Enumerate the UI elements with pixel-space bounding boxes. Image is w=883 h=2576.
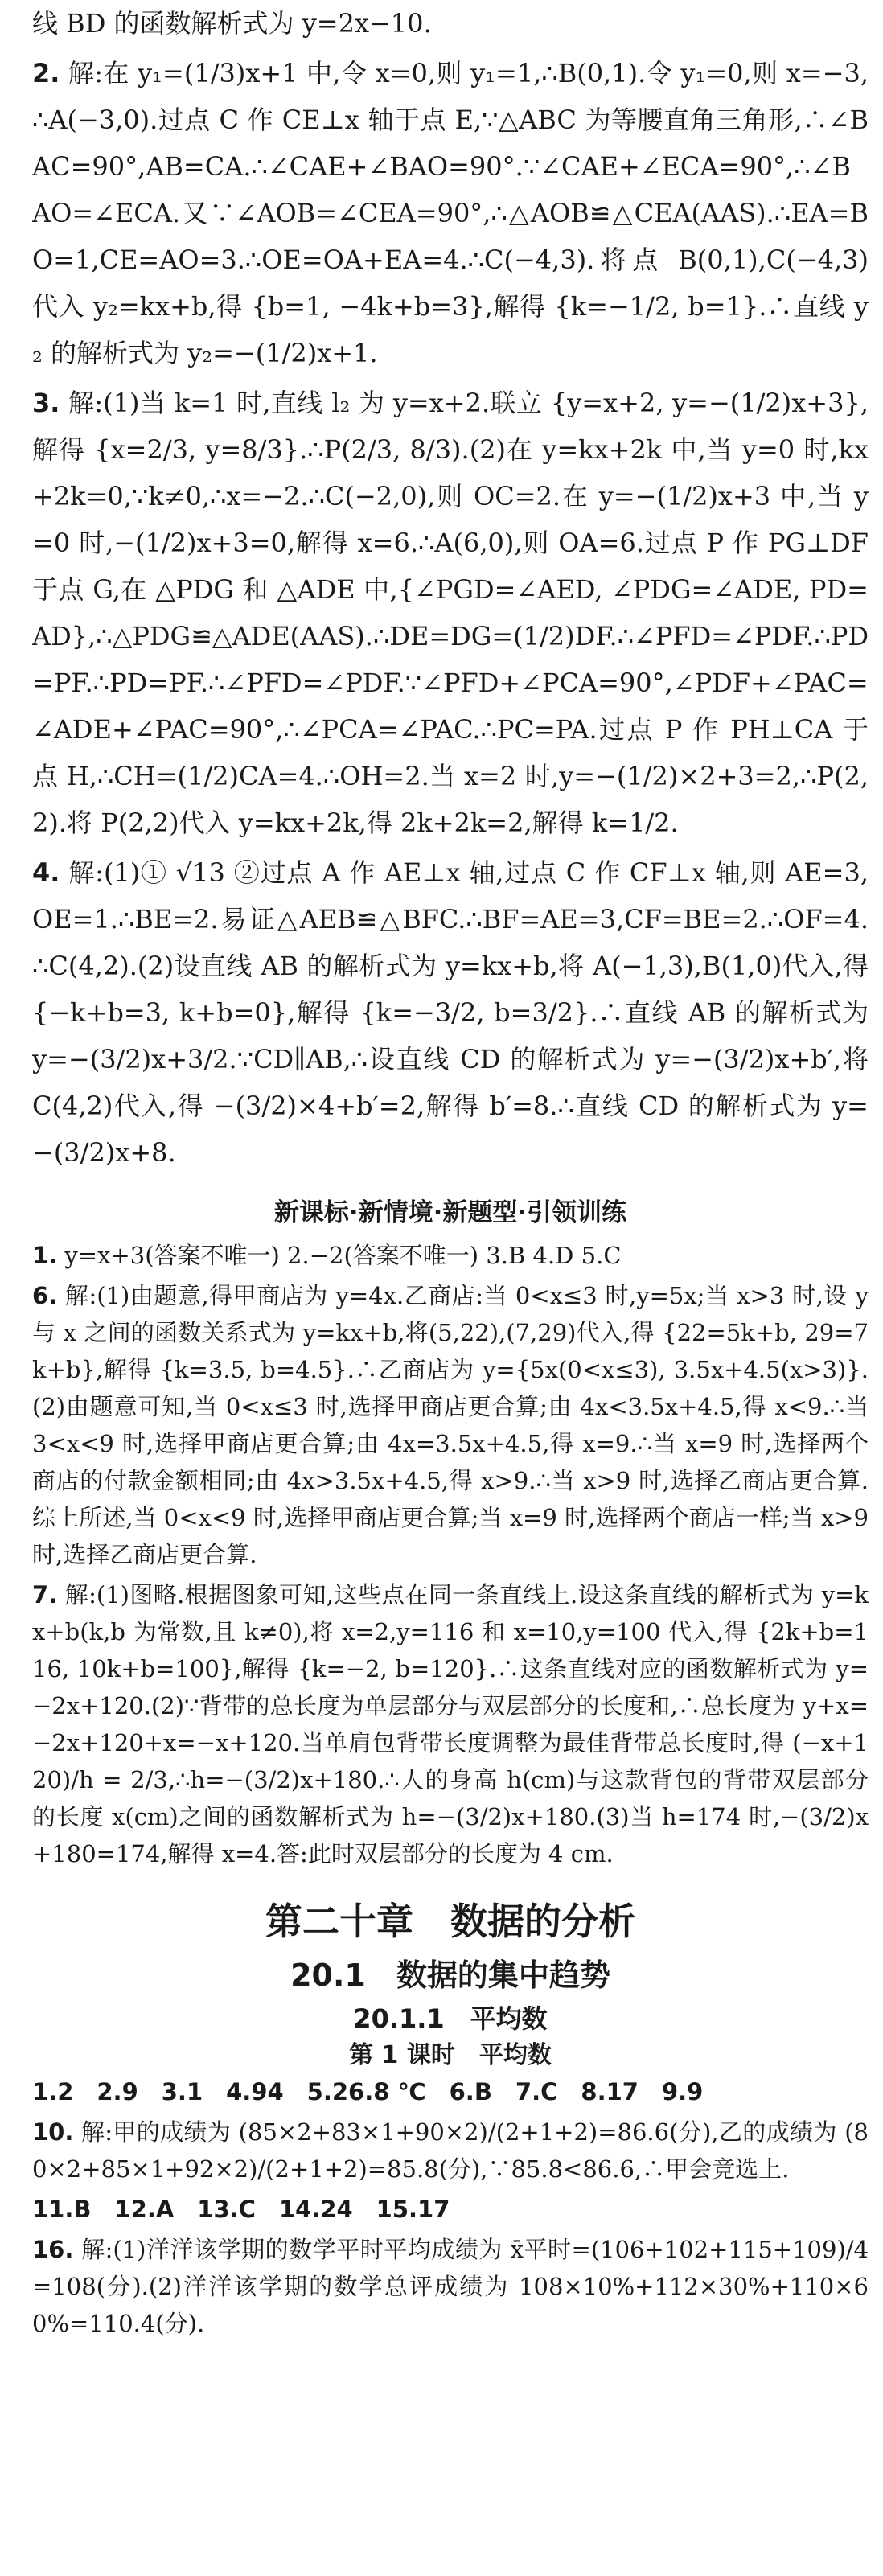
item-text: 解:在 y₁=(1/3)x+1 中,令 x=0,则 y₁=1,∴B(0,1).令 y₁=0,则 x=−3,∴A(−3,0).过点 C 作 CE⊥x 轴于点 E,∵△ABC 为等腰直角三角形,∴∠BAC=90°,AB=CA.∴∠CAE+∠BAO=90°.∵∠CAE+∠ECA=90°,∴∠BAO=∠ECA.又∵∠AOB=∠CEA=90°,∴△AOB≌△CEA(AAS).∴EA=BO=1,CE=AO=3.∴OE=OA+EA=4.∴C(−4,3).将点 B(0,1),C(−4,3)代入 y₂=kx+b,得 {b=1, −4k+b=3},解得 {k=−1/2, b=1}.∴直线 y₂ 的解析式为 y₂=−(1/2)x+1. (32, 58, 869, 368)
answer-item-6 (32, 1277, 869, 1573)
item-text: 解:(1)① √13 ②过点 A 作 AE⊥x 轴,过点 C 作 CF⊥x 轴,则 AE=3,OE=1.∴BE=2.易证△AEB≌△BFC.∴BF=AE=3,CF=BE=2.∴OF=4.∴C(4,2).(2)设直线 AB 的解析式为 y=kx+b,将 A(−1,3),B(1,0)代入,得 {−k+b=3, k+b=0},解得 {k=−3/2, b=3/2}.∴直线 AB 的解析式为 y=−(3/2)x+3/2.∵CD∥AB,∴设直线 CD 的解析式为 y=−(3/2)x+b′,将 C(4,2)代入,得 −(3/2)×4+b′=2,解得 b′=8.∴直线 CD 的解析式为 y=−(3/2)x+8. (32, 857, 869, 1168)
item-number: 10. (32, 2118, 74, 2146)
item-number: 4. (32, 857, 60, 888)
sec1-continuation: 线 BD 的函数解析式为 y=2x−10. (32, 8, 432, 39)
item-text: 解:(1)由题意,得甲商店为 y=4x.乙商店:当 0<x≤3 时,y=5x;当 x>3 时,设 y 与 x 之间的函数关系式为 y=kx+b,将(5,22),(7,29)代入,得 {22=5k+b, 29=7k+b},解得 {k=3.5, b=4.5}.∴乙商店为 y={5x(0<x≤3), 3.5x+4.5(x>3)}.(2)由题意可知,当 0<x≤3 时,选择甲商店更合算;由 4x<3.5x+4.5,得 x<9.∴当 3<x<9 时,选择甲商店更合算;由 4x=3.5x+4.5,得 x=9.∴当 x=9 时,选择两个商店的付款金额相同;由 4x>3.5x+4.5,得 x>9.∴当 x>9 时,选择乙商店更合算.综上所述,当 0<x<9 时,选择甲商店更合算;当 x=9 时,选择两个商店一样;当 x>9 时,选择乙商店更合算. (32, 1282, 869, 1568)
item-number: 7. (32, 1581, 58, 1608)
lesson-title: 第 1 课时 平均数 (349, 2041, 552, 2069)
answer-item-7 (32, 1576, 869, 1872)
section-heading-training: 新课标·新情境·新题型·引领训练 (273, 1198, 627, 1227)
answer-item-16 (32, 2231, 869, 2342)
answer-item-10 (32, 2114, 869, 2188)
section-title: 20.1 数据的集中趋势 (290, 1958, 610, 1993)
answer-item-4 (32, 849, 869, 1176)
item-text: 解:(1)图略.根据图象可知,这些点在同一条直线上.设这条直线的解析式为 y=kx+b(k,b 为常数,且 k≠0),将 x=2,y=116 和 x=10,y=100 代入,得 {2k+b=116, 10k+b=100},解得 {k=−2, b=120}.∴这条直线对应的函数解析式为 y=−2x+120.(2)∵背带的总长度为单层部分与双层部分的长度和,∴总长度为 y+x=−2x+120+x=−x+120.当单肩包背带长度调整为最佳背带总长度时,得 (−x+120)/h = 2/3,∴h=−(3/2)x+180.∴人的身高 h(cm)与这款背包的背带双层部分的长度 x(cm)之间的函数解析式为 h=−(3/2)x+180.(3)当 h=174 时,−(3/2)x+180=174,解得 x=4.答:此时双层部分的长度为 4 cm. (32, 1581, 869, 1867)
item-number: 1. (32, 1242, 58, 1269)
item-number: 3. (32, 388, 60, 418)
answer-item-1 (32, 1237, 869, 1274)
item-number: 2. (32, 58, 60, 88)
item-text: 解:甲的成绩为 (85×2+83×1+90×2)/(2+1+2)=86.6(分),乙的成绩为 (80×2+85×1+92×2)/(2+1+2)=85.8(分),∵85.8<86.6,∴甲会竞选上. (32, 2118, 869, 2183)
answer-item-2 (32, 50, 869, 376)
item-number: 16. (32, 2236, 74, 2263)
item-number: 6. (32, 1282, 58, 1309)
chapter-title: 第二十章 数据的分析 (265, 1900, 635, 1943)
item-text: y=x+3(答案不唯一) 2.−2(答案不唯一) 3.B 4.D 5.C (64, 1242, 622, 1269)
item-text: 解:(1)当 k=1 时,直线 l₂ 为 y=x+2.联立 {y=x+2, y=−(1/2)x+3},解得 {x=2/3, y=8/3}.∴P(2/3, 8/3).(2)在 y=kx+2k 中,当 y=0 时,kx+2k=0,∵k≠0,∴x=−2.∴C(−2,0),则 OC=2.在 y=−(1/2)x+3 中,当 y=0 时,−(1/2)x+3=0,解得 x=6.∴A(6,0),则 OA=6.过点 P 作 PG⊥DF 于点 G,在 △PDG 和 △ADE 中,{∠PGD=∠AED, ∠PDG=∠ADE, PD=AD},∴△PDG≌△ADE(AAS).∴DE=DG=(1/2)DF.∴∠PFD=∠PDF.∴PD=PF.∴PD=PF.∴∠PFD=∠PDF.∵∠PFD+∠PCA=90°,∠PDF+∠PAC=∠ADE+∠PAC=90°,∴∠PCA=∠PAC.∴PC=PA.过点 P 作 PH⊥CA 于点 H,∴CH=(1/2)CA=4.∴OH=2.当 x=2 时,y=−(1/2)×2+3=2,∴P(2,2).将 P(2,2)代入 y=kx+2k,得 2k+2k=2,解得 k=1/2. (32, 388, 869, 838)
answers-row-2: 11.B 12.A 13.C 14.24 15.17 (32, 2196, 450, 2223)
answer-page (32, 0, 869, 2576)
item-text: 解:(1)洋洋该学期的数学平时平均成绩为 x̄平时=(106+102+115+109)/4=108(分).(2)洋洋该学期的数学总评成绩为 108×10%+112×30%+110×60%=110.4(分). (32, 2236, 869, 2337)
answers-row-1: 1.2 2.9 3.1 4.94 5.26.8 ℃ 6.B 7.C 8.17 9.9 (32, 2078, 704, 2106)
subsection-title: 20.1.1 平均数 (353, 2003, 548, 2034)
answer-item-3 (32, 380, 869, 846)
